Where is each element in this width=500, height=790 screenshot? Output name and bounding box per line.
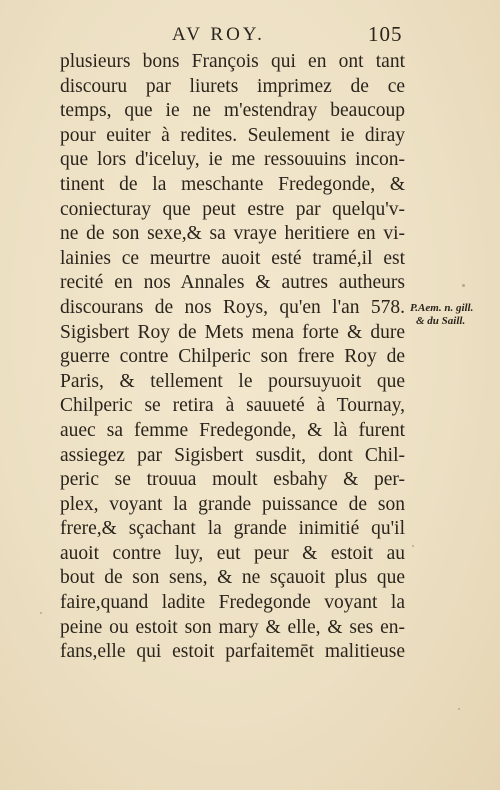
body-text — [60, 50, 405, 665]
text-line: que lors d'iceluy, ie me ressouuins incon- — [60, 149, 405, 171]
page-number: 105 — [368, 22, 403, 46]
text-line: tinent de la meschante Fredegonde, & — [60, 173, 405, 195]
paper-fleck — [40, 612, 42, 614]
page-header — [0, 20, 500, 50]
margin-note-line: P.Aem. n. gill. — [410, 302, 474, 314]
paper-fleck — [462, 284, 465, 287]
text-line: auoit contre luy, eut peur & estoit au — [60, 542, 405, 564]
text-line: recité en nos Annales & autres autheurs — [60, 272, 405, 294]
text-line: peine ou estoit son mary & elle, & ses en- — [60, 616, 405, 638]
text-line: plex, voyant la grande puissance de son — [60, 493, 405, 515]
running-head: AV ROY. — [172, 24, 265, 45]
text-line: plusieurs bons François qui en ont tant — [60, 51, 405, 72]
text-line: discouru par liurets imprimez de ce — [60, 75, 405, 97]
text-line: assiegez par Sigisbert susdit, dont Chil- — [60, 444, 405, 466]
margin-note-line: & du Saill. — [416, 315, 466, 327]
text-line: bout de son sens, & ne sçauoit plus que — [60, 567, 405, 589]
text-line: lainies ce meurtre auoit esté tramé,il est — [60, 247, 405, 269]
text-line: frere,& sçachant la grande inimitié qu'il — [60, 518, 405, 540]
text-line: pour euiter à redites. Seulement ie diray — [60, 124, 405, 146]
text-line: Chilperic se retira à sauueté à Tournay, — [60, 395, 405, 417]
text-line: Sigisbert Roy de Mets mena forte & dure — [60, 321, 405, 343]
paper-fleck — [412, 545, 414, 547]
text-line: peric se trouua moult esbahy & per- — [60, 469, 405, 491]
text-line: fans,elle qui estoit parfaitemēt malitieuse — [60, 641, 405, 663]
text-line: Paris, & tellement le poursuyuoit que — [60, 370, 405, 392]
text-line: guerre contre Chilperic son frere Roy de — [60, 346, 405, 368]
text-line: temps, que ie ne m'estendray beaucoup — [60, 100, 405, 122]
text-line: coniecturay que peut estre par quelqu'v- — [60, 198, 405, 220]
text-line: ne de son sexe,& sa vraye heritiere en vi- — [60, 223, 405, 245]
paper-fleck — [458, 708, 460, 710]
margin-note — [410, 302, 490, 328]
text-line: discourans de nos Roys, qu'en l'an 578. — [60, 296, 405, 318]
text-line: auec sa femme Fredegonde, & là furent — [60, 419, 405, 441]
text-line: faire,quand ladite Fredegonde voyant la — [60, 592, 405, 614]
